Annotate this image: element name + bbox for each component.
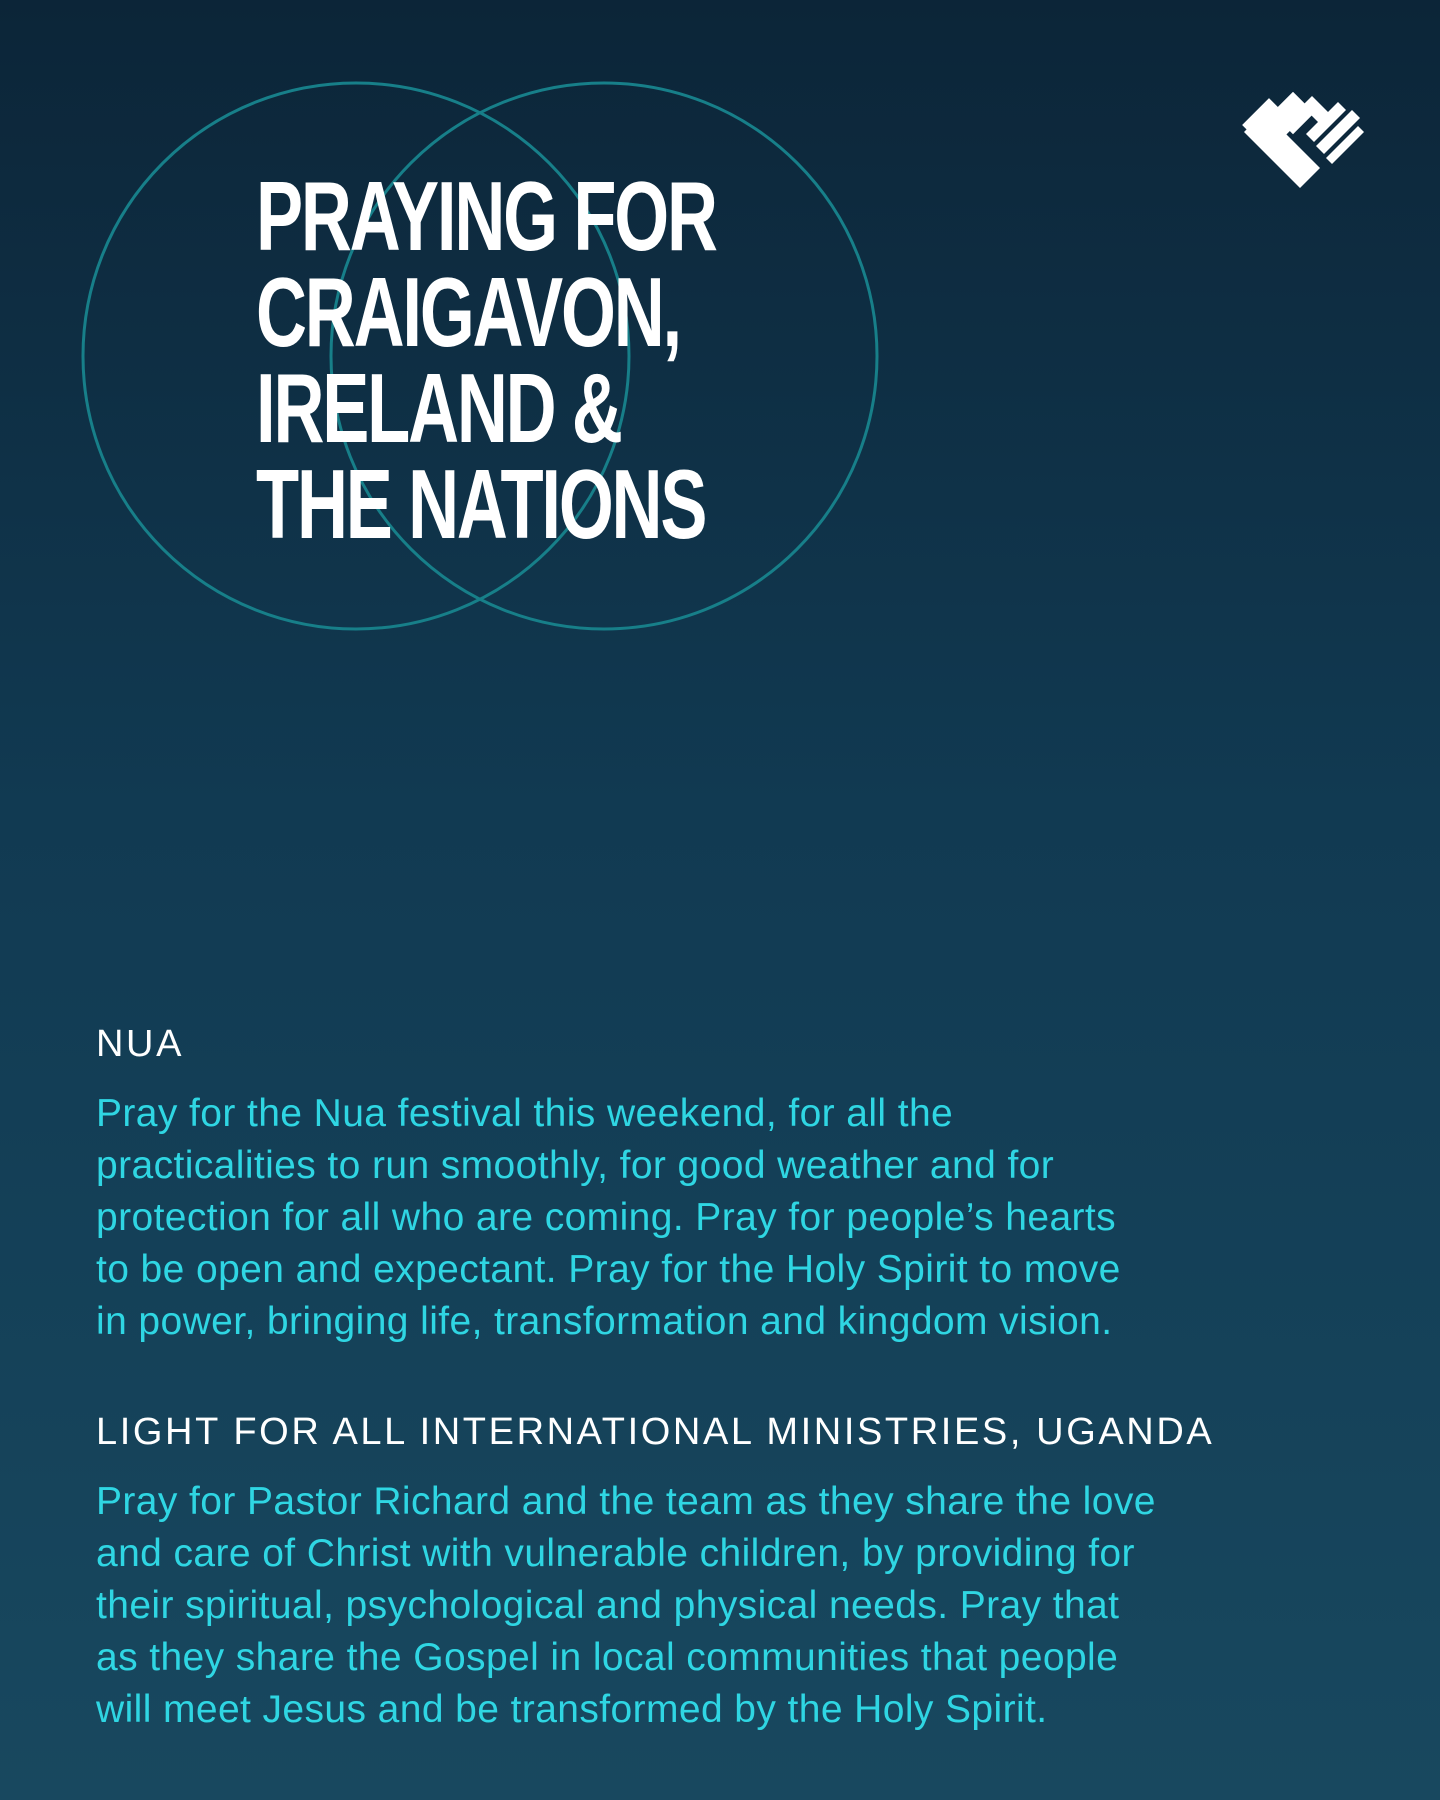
- overlapping-circles-decoration: [0, 0, 1440, 700]
- section-body: [96, 1476, 1406, 1736]
- body-line: their spiritual, psychological and physical needs. Pray that: [96, 1584, 1120, 1627]
- section-heading: LIGHT FOR ALL INTERNATIONAL MINISTRIES, UGANDA: [96, 1411, 1215, 1453]
- heart-e-logo-icon: [1240, 92, 1364, 194]
- prayer-section-nua: [96, 1022, 1406, 1348]
- title-line: THE NATIONS: [256, 449, 706, 559]
- title-line: CRAIGAVON,: [256, 257, 680, 367]
- body-line: as they share the Gospel in local communities that people: [96, 1636, 1119, 1679]
- section-body: [96, 1088, 1406, 1348]
- body-line: Pray for Pastor Richard and the team as they share the love: [96, 1480, 1156, 1523]
- prayer-section-light-for-all: [96, 1410, 1406, 1736]
- body-line: and care of Christ with vulnerable children, by providing for: [96, 1532, 1135, 1575]
- title-line: PRAYING FOR: [256, 161, 716, 271]
- page-title: [256, 161, 716, 559]
- title-line: IRELAND &: [256, 353, 621, 463]
- body-line: in power, bringing life, transformation and kingdom vision.: [96, 1300, 1113, 1343]
- body-line: protection for all who are coming. Pray for people’s hearts: [96, 1196, 1117, 1239]
- body-line: practicalities to run smoothly, for good weather and for: [96, 1144, 1055, 1187]
- body-line: to be open and expectant. Pray for the Holy Spirit to move: [96, 1248, 1121, 1291]
- body-line: Pray for the Nua festival this weekend, for all the: [96, 1092, 954, 1135]
- section-heading: NUA: [96, 1023, 185, 1065]
- body-line: will meet Jesus and be transformed by the Holy Spirit.: [96, 1688, 1048, 1731]
